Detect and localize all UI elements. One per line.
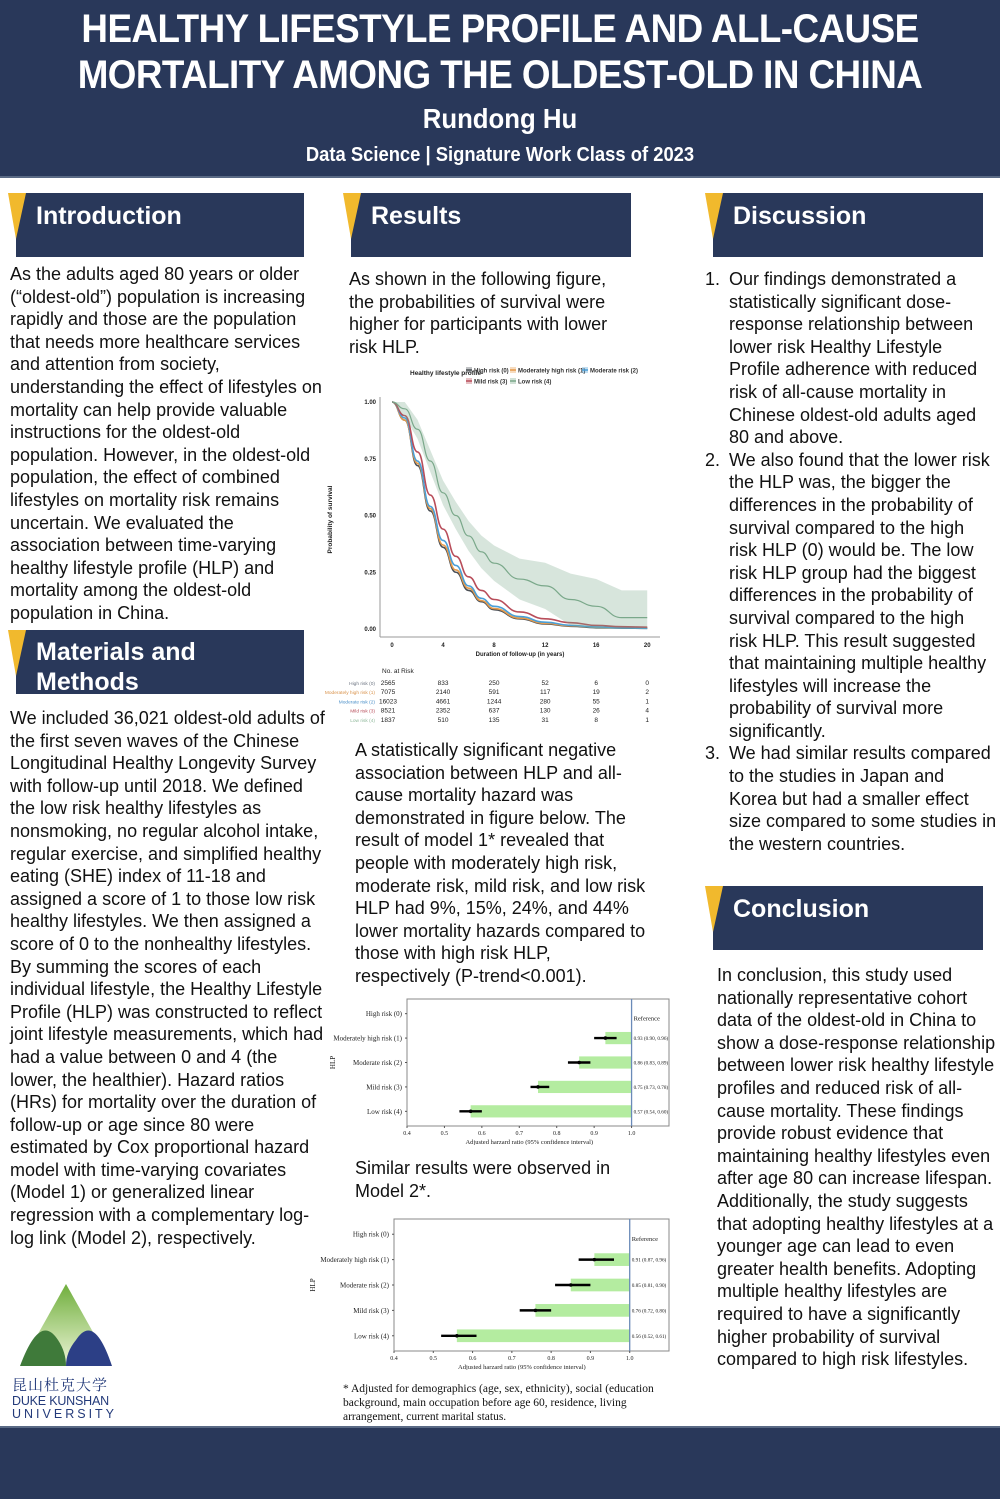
logo-chinese-name: 昆山杜克大学	[12, 1376, 109, 1394]
risk-count: 1837	[380, 716, 396, 724]
hazard-ratio-label: 0.57 (0.54, 0.60)	[633, 1109, 669, 1116]
point-estimate	[536, 1085, 540, 1089]
poster-title	[40, 0, 960, 98]
hazard-ratio-label: 0.86 (0.83, 0.89)	[633, 1060, 669, 1067]
risk-count: 280	[539, 698, 551, 706]
y-tick-label: 0.25	[364, 570, 376, 577]
point-estimate	[604, 1036, 608, 1040]
y-axis-title: Probability of survival	[327, 485, 334, 554]
x-axis-title: Duration of follow-up (in years)	[475, 652, 565, 658]
point-estimate	[469, 1110, 473, 1114]
section-header-conclusion: Conclusion	[713, 886, 983, 950]
legend-label: Low risk (4)	[518, 379, 552, 386]
x-tick-label: 0.9	[590, 1131, 598, 1137]
risk-count: 510	[437, 716, 449, 724]
risk-count: 130	[539, 707, 551, 715]
risk-count: 2	[645, 689, 650, 697]
risk-count: 250	[488, 680, 500, 687]
x-tick-label: 0.4	[390, 1356, 398, 1362]
section-header-results: Results	[351, 193, 631, 257]
x-tick-label: 0.7	[515, 1131, 524, 1137]
hazard-ratio-label: 0.76 (0.72, 0.80)	[631, 1308, 667, 1315]
mountain-logo-icon	[14, 1282, 118, 1368]
risk-table-row-label: Moderately high risk (1)	[324, 691, 375, 697]
x-tick-label: 4	[441, 643, 445, 649]
risk-count: 135	[488, 716, 500, 724]
hazard-ratio-label: 0.93 (0.90, 0.96)	[633, 1036, 669, 1043]
risk-count: 1	[645, 716, 650, 724]
risk-table-row-label: Low risk (4)	[350, 718, 375, 724]
methods-text: We included 36,021 oldest-old adults of the first seven waves of the Chinese Longitudinal Healthy Longevity Survey with follow-up until 2018. We defined the low risk healthy lifestyles as nonsmoking, no regular alcohol intake, regular exercise, and simplified healthy eating (SHE) index of 11-18 and assigned a score of 1 to those low risk healthy lifestyles. We then assigned a score of 0 to the nonhealthy lifestyles. By summing the scores of each individual lifestyle, the Healthy Lifestyle Profile (HLP) was constructed to reflect joint lifestyle measurements, which had had a value between 0 and 4 (the lower, the healthier). Hazard ratios (HRs) for mortality over the duration of follow-up or age since 80 were estimated by Cox proportional hazard model with time-varying covariates (Model 1) or generalized linear regression with a complementary log-log link (Model 2), respectively.	[10, 708, 325, 1248]
y-axis-title: HLP	[309, 1278, 317, 1292]
poster-footer	[0, 1426, 1000, 1499]
conclusion-text: In conclusion, this study used nationally representative cohort data of the oldest-old in China to show a dose-response relationship between lower risk healthy lifestyle profiles and reduced risk of all-cause mortality. These findings provide robust evidence that maintaining healthy lifestyles even after age 80 can increase lifespan. Additionally, the study suggests that adopting healthy lifestyles at a younger age can lead to even greater health benefits. Adopting multiple healthy lifestyles are required to have a significantly higher probability of survival compared to high risk lifestyles.	[717, 965, 996, 1370]
x-tick-label: 0	[390, 643, 394, 649]
legend-label: High risk (0)	[474, 368, 509, 375]
category-label: Mild risk (3)	[353, 1306, 389, 1315]
methods-heading-line-1: Materials and	[36, 638, 196, 666]
hazard-ratio-label: Reference	[631, 1236, 659, 1244]
risk-table-row-label: Moderate risk (2)	[338, 700, 375, 706]
affiliation: Data Science | Signature Work Class of 2023	[305, 144, 695, 166]
results-text-3: Similar results were observed in Model 2*.	[355, 1158, 611, 1201]
accent-triangle-icon	[343, 193, 361, 239]
hazard-ratio-bar	[457, 1329, 630, 1342]
legend-label: Mild risk (3)	[474, 379, 508, 386]
y-axis-title: HLP	[329, 1055, 337, 1070]
x-tick-label: 0.9	[586, 1356, 595, 1362]
hazard-ratio-label: Reference	[633, 1015, 660, 1023]
point-estimate	[577, 1061, 581, 1065]
point-estimate	[534, 1309, 538, 1313]
x-tick-label: 1.0	[625, 1356, 634, 1362]
risk-count: 117	[539, 689, 551, 697]
risk-count: 833	[437, 680, 449, 687]
section-header-discussion: Discussion	[713, 193, 983, 257]
category-label: Mild risk (3)	[366, 1083, 402, 1092]
y-tick-label: 0.50	[364, 513, 376, 520]
author-name: Rundong Hu	[422, 103, 578, 134]
adjustment-footnote: * Adjusted for demographics (age, sex, ethnicity), social (education background, main occupation before age 60, residence, living arrangement, current marital status.	[343, 1383, 654, 1423]
accent-triangle-icon	[8, 193, 26, 239]
point-estimate	[455, 1334, 459, 1338]
risk-count: 2565	[380, 680, 396, 687]
risk-count: 52	[541, 680, 549, 687]
category-label: High risk (0)	[352, 1230, 389, 1239]
risk-count: 0	[645, 680, 650, 687]
risk-count: 8	[594, 716, 599, 724]
risk-count: 591	[488, 689, 500, 697]
x-tick-label: 1.0	[627, 1131, 636, 1137]
hazard-ratio-label: 0.75 (0.73, 0.78)	[633, 1084, 669, 1091]
risk-count: 4661	[435, 698, 451, 706]
x-tick-label: 8	[492, 643, 496, 649]
category-label: Moderate risk (2)	[353, 1059, 402, 1067]
poster-header	[0, 0, 1000, 176]
risk-count: 1	[645, 698, 650, 706]
y-tick-label: 0.75	[364, 456, 376, 463]
hazard-ratio-chart-model-2	[300, 1215, 672, 1370]
risk-count: 2140	[435, 689, 451, 697]
risk-table-row-label: High risk (0)	[349, 682, 375, 687]
risk-table-row-label: Mild risk (3)	[350, 709, 375, 715]
hazard-ratio-label: 0.85 (0.81, 0.90)	[631, 1283, 667, 1289]
results-text-1: As shown in the following figure, the probabilities of survival were higher for participants with lower risk HLP.	[349, 269, 608, 357]
section-header-methods	[16, 630, 304, 694]
x-tick-label: 0.5	[440, 1131, 449, 1137]
x-tick-label: 12	[541, 643, 549, 649]
logo-line-2: UNIVERSITY	[12, 1407, 118, 1421]
accent-triangle-icon	[705, 193, 723, 239]
section-header-introduction: Introduction	[16, 193, 304, 257]
category-label: Low risk (4)	[354, 1332, 389, 1341]
x-tick-label: 0.4	[403, 1131, 411, 1137]
risk-count: 6	[594, 680, 599, 687]
discussion-item: 2. We also found that the lower risk the HLP was, the bigger the differences in the probability of survival compared to the high risk HLP (0) would be. The low risk HLP group had the biggest differences in the probability of survival compared to the high risk HLP. This result suggested that maintaining multiple healthy lifestyles will increase the probability of survival more significantly.	[705, 449, 990, 741]
x-tick-label: 0.6	[468, 1356, 477, 1362]
university-logo	[12, 1282, 122, 1422]
discussion-item: 3. We had similar results compared to the studies in Japan and Korea but had a smaller effect size compared to some studies in the western countries.	[705, 743, 997, 854]
point-estimate	[569, 1283, 573, 1287]
logo-line-1: DUKE KUNSHAN	[12, 1394, 109, 1408]
x-tick-label: 0.8	[552, 1131, 561, 1137]
results-text-2: A statistically significant negative association between HLP and all-cause mortality hazard was demonstrated in figure below. The result of model 1* revealed that people with moderately high risk, moderate risk, mild risk, and low risk HLP had 9%, 15%, 24%, and 44% lower mortality hazards compared to those with high risk HLP, respectively (P-trend<0.001).	[355, 740, 646, 986]
category-label: Low risk (4)	[367, 1107, 402, 1116]
hazard-ratio-chart-model-1	[322, 995, 672, 1145]
header-divider	[0, 176, 1000, 178]
accent-triangle-icon	[705, 886, 723, 932]
risk-count: 7075	[380, 689, 396, 697]
x-tick-label: 0.5	[429, 1356, 438, 1362]
discussion-item: 1. Our findings demonstrated a statistically significant dose-response relationship between lower risk Healthy Lifestyle Profile adherence with reduced risk of all-cause mortality in Chinese oldest-old adults aged 80 and above.	[705, 269, 978, 448]
risk-count: 8521	[380, 707, 396, 715]
y-tick-label: 1.00	[364, 400, 376, 406]
risk-count: 55	[592, 698, 600, 706]
risk-count: 16023	[378, 698, 398, 706]
title-line-2: MORTALITY AMONG THE OLDEST-OLD IN CHINA	[77, 53, 923, 97]
hazard-ratio-label: 0.91 (0.87, 0.96)	[631, 1257, 667, 1264]
accent-triangle-icon	[8, 630, 26, 676]
risk-table-title: No. at Risk	[382, 668, 414, 675]
legend-label: Moderate risk (2)	[590, 368, 639, 375]
category-label: High risk (0)	[365, 1010, 402, 1019]
x-tick-label: 0.7	[508, 1356, 516, 1362]
risk-count: 2352	[435, 707, 451, 715]
title-line-1: HEALTHY LIFESTYLE PROFILE AND ALL-CAUSE	[81, 7, 919, 51]
x-tick-label: 0.8	[547, 1356, 555, 1362]
risk-count: 19	[592, 689, 600, 697]
risk-count: 4	[645, 707, 650, 715]
y-tick-label: 0.00	[364, 627, 376, 633]
point-estimate	[593, 1258, 597, 1262]
methods-heading-line-2: Methods	[36, 668, 139, 696]
x-tick-label: 20	[643, 643, 651, 649]
hazard-ratio-label: 0.56 (0.52, 0.61)	[631, 1333, 667, 1340]
introduction-text: As the adults aged 80 years or older (“oldest-old”) population is increasing rapidly and those are the population that needs more healthcare services and attention from society, understanding the effect of lifestyles on mortality can help provide valuable instructions for the oldest-old population. However, in the oldest-old population, the effect of combined lifestyles on mortality risk remains uncertain. We evaluated the association between time-varying healthy lifestyle profile (HLP) and mortality among the oldest-old population in China.	[10, 264, 322, 623]
survival-curve-chart	[322, 362, 667, 727]
category-label: Moderate risk (2)	[340, 1281, 389, 1290]
category-label: Moderately high risk (1)	[320, 1256, 389, 1265]
legend-title: Healthy lifestyle profile	[410, 370, 482, 377]
legend-label: Moderately high risk (1)	[518, 368, 586, 375]
x-axis-title: Adjusted harzard ratio (95% confidence interval)	[458, 1364, 586, 1370]
discussion-list	[705, 268, 997, 855]
x-tick-label: 16	[592, 643, 600, 649]
risk-count: 1244	[486, 698, 502, 706]
confidence-band	[392, 402, 647, 629]
x-axis-title: Adjusted harzard ratio (95% confidence interval)	[465, 1139, 594, 1145]
hazard-ratio-bar	[471, 1105, 632, 1117]
risk-count: 637	[488, 707, 500, 715]
x-tick-label: 0.6	[478, 1131, 486, 1137]
hazard-ratio-bar	[538, 1081, 632, 1093]
category-label: Moderately high risk (1)	[333, 1034, 402, 1043]
risk-count: 26	[592, 707, 600, 715]
risk-count: 31	[541, 716, 549, 724]
